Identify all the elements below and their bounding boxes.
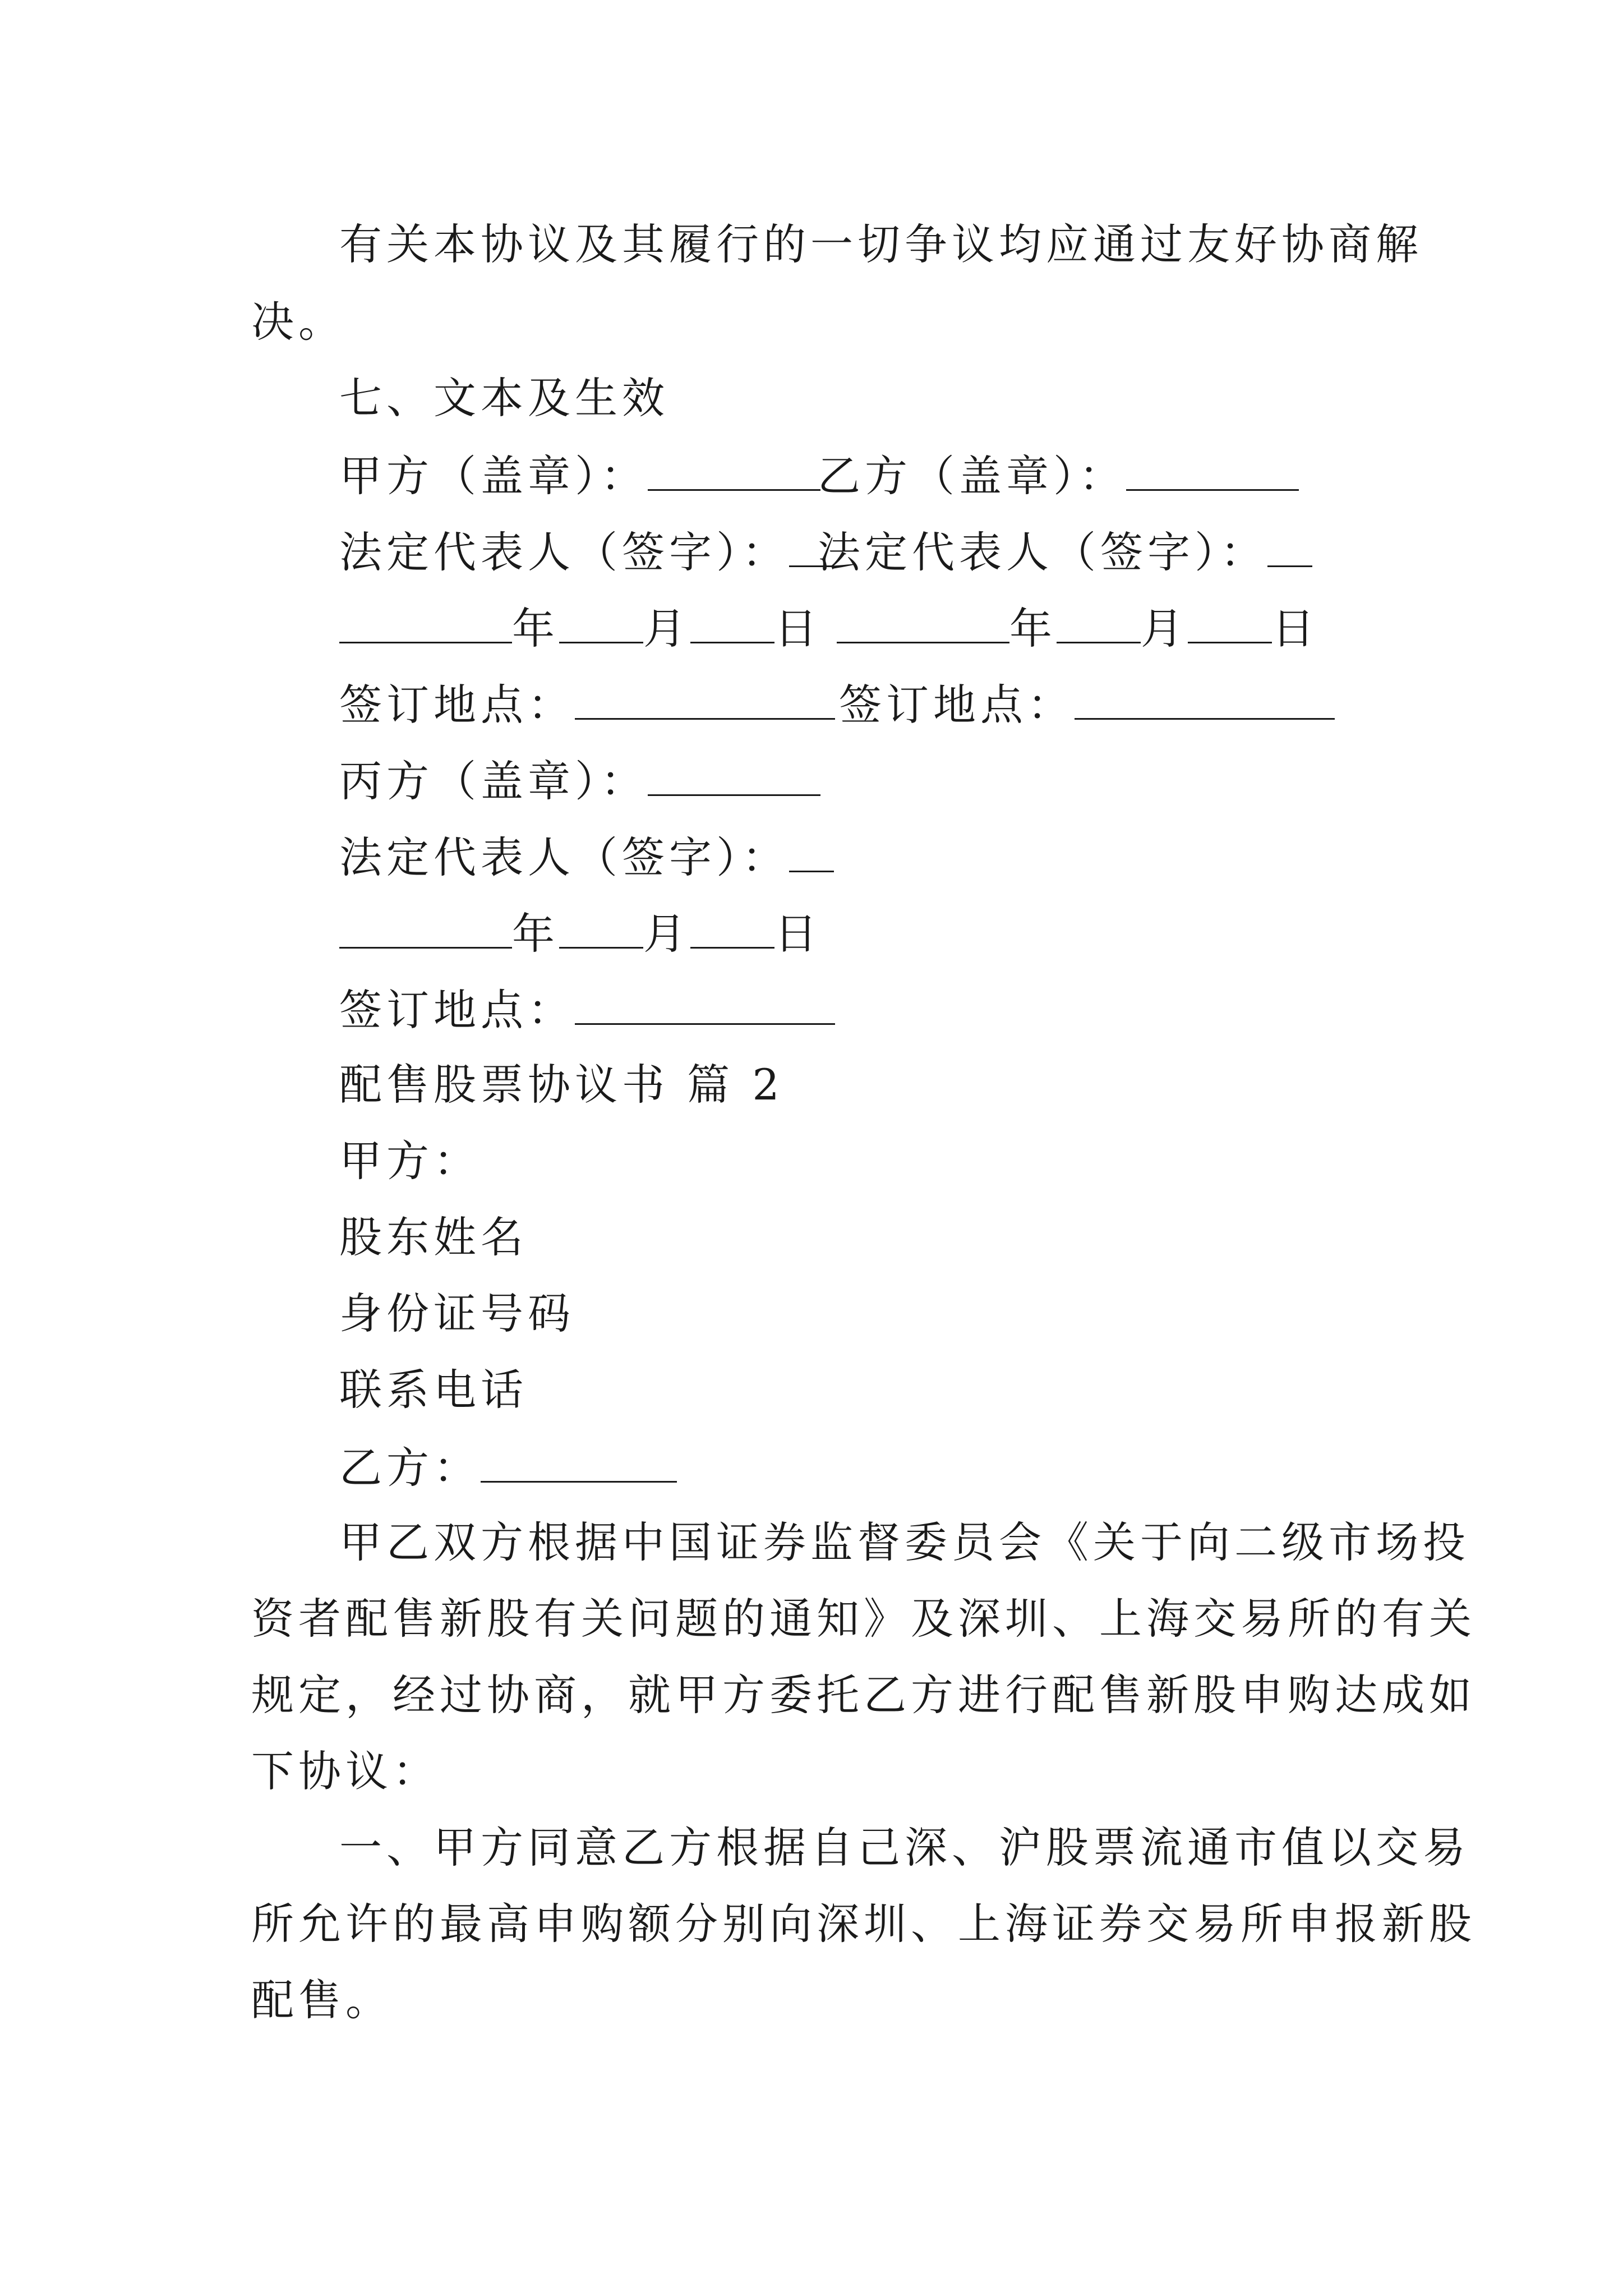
party-a-seal-row: [339, 451, 820, 501]
date-b-month-blank[interactable]: [1057, 606, 1141, 643]
sign-place-c-row: [339, 985, 835, 1035]
party-a-seal-blank[interactable]: [648, 453, 820, 491]
clause-1-line-3: 配售。: [251, 1975, 393, 2025]
sign-place-a-blank[interactable]: [575, 682, 835, 720]
sign-place-a-row: [339, 680, 835, 730]
date-b-year-label: 年: [1009, 604, 1057, 654]
intro-line-1: 甲乙双方根据中国证券监督委员会《关于向二级市场投: [339, 1517, 1470, 1567]
date-c-day-label: 日: [774, 909, 822, 959]
sign-place-b-row: [839, 680, 1335, 730]
party-b-seal-label: 乙方（盖章）：: [818, 451, 1126, 501]
section-heading-7: 七、文本及生效: [339, 373, 669, 423]
date-b-day-label: 日: [1272, 604, 1319, 654]
legal-rep-c-row: [339, 832, 834, 882]
sign-place-c-blank[interactable]: [575, 987, 835, 1025]
sign-place-c-label: 签订地点：: [339, 985, 575, 1035]
legal-rep-c-label: 法定代表人（签字）：: [339, 832, 789, 882]
date-c-year-label: 年: [512, 909, 559, 959]
intro-line-4: 下协议：: [251, 1746, 440, 1796]
paragraph-dispute-line-2: 决。: [251, 297, 345, 347]
legal-rep-b-label: 法定代表人（签字）：: [818, 527, 1267, 577]
date-c-day-blank[interactable]: [690, 911, 774, 949]
sign-place-b-label: 签订地点：: [839, 680, 1075, 730]
date-a-month-blank[interactable]: [559, 606, 643, 643]
phone-label: 联系电话: [339, 1365, 528, 1415]
legal-rep-b-row: [818, 527, 1312, 577]
date-b-year-blank[interactable]: [837, 606, 1009, 643]
date-row-c: [339, 909, 822, 959]
party-b-blank[interactable]: [481, 1445, 677, 1483]
shareholder-name-label: 股东姓名: [339, 1212, 528, 1262]
clause-1-line-2: 所允许的最高申购额分别向深圳、上海证券交易所申报新股: [251, 1899, 1476, 1949]
party-b-row: [339, 1443, 677, 1493]
date-c-month-blank[interactable]: [559, 911, 643, 949]
date-a-month-label: 月: [643, 604, 690, 654]
party-b-label: 乙方：: [339, 1443, 481, 1493]
party-c-seal-label: 丙方（盖章）：: [339, 756, 648, 806]
date-c-year-blank[interactable]: [339, 911, 512, 949]
party-a-label: 甲方：: [339, 1136, 481, 1186]
date-a-year-blank[interactable]: [339, 606, 512, 643]
intro-line-2: 资者配售新股有关问题的通知》及深圳、上海交易所的有关: [251, 1594, 1476, 1644]
date-row-b: [837, 604, 1319, 654]
legal-rep-c-blank[interactable]: [789, 835, 834, 872]
legal-rep-a-row: [339, 527, 834, 577]
paragraph-dispute-line-1: 有关本协议及其履行的一切争议均应通过友好协商解: [339, 219, 1423, 269]
party-a-seal-label: 甲方（盖章）：: [339, 451, 648, 501]
party-b-seal-row: [818, 451, 1299, 501]
date-row-a: [339, 604, 822, 654]
date-a-year-label: 年: [512, 604, 559, 654]
sign-place-b-blank[interactable]: [1075, 682, 1335, 720]
clause-1-line-1: 一、甲方同意乙方根据自己深、沪股票流通市值以交易: [339, 1823, 1470, 1872]
party-b-seal-blank[interactable]: [1126, 453, 1299, 491]
document-title-2: 配售股票协议书 篇 2: [339, 1060, 784, 1110]
id-number-label: 身份证号码: [339, 1289, 575, 1338]
date-c-month-label: 月: [643, 909, 690, 959]
sign-place-a-label: 签订地点：: [339, 680, 575, 730]
date-a-day-label: 日: [774, 604, 822, 654]
date-b-day-blank[interactable]: [1188, 606, 1272, 643]
intro-line-3: 规定，经过协商，就甲方委托乙方进行配售新股申购达成如: [251, 1670, 1476, 1720]
party-c-seal-row: [339, 756, 820, 806]
date-b-month-label: 月: [1141, 604, 1188, 654]
legal-rep-a-label: 法定代表人（签字）：: [339, 527, 789, 577]
date-a-day-blank[interactable]: [690, 606, 774, 643]
legal-rep-b-blank[interactable]: [1267, 530, 1312, 567]
party-c-seal-blank[interactable]: [648, 758, 820, 796]
